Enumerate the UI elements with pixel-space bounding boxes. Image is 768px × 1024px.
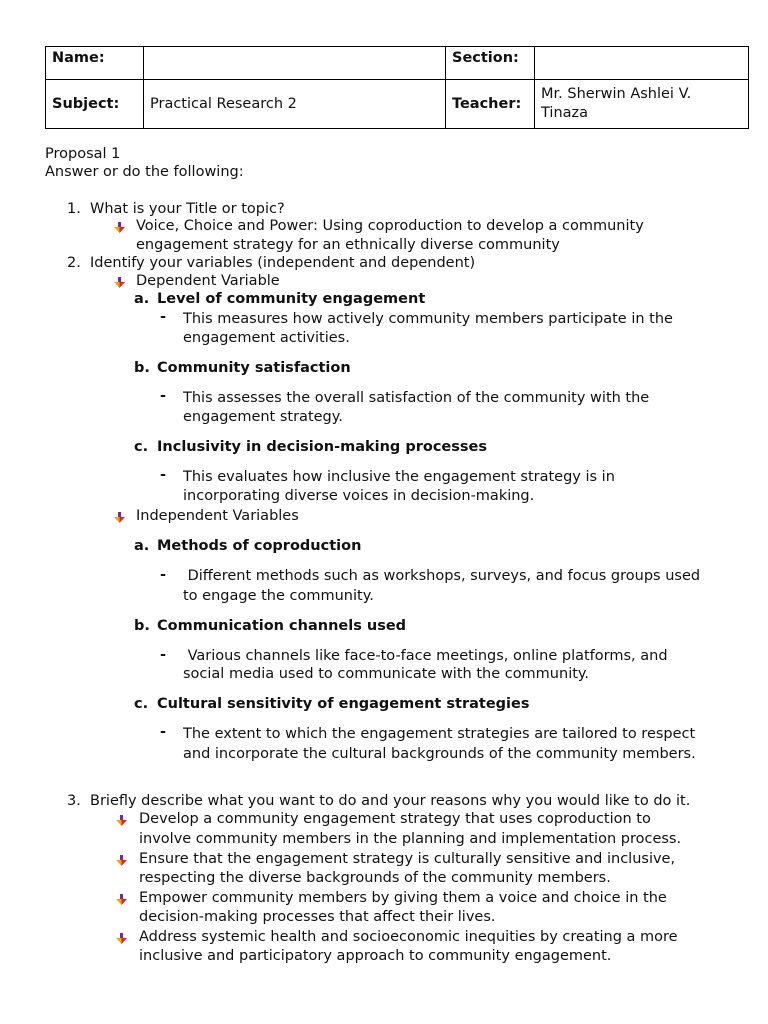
section-label: Section:: [446, 47, 535, 80]
arrow-bullet-icon: [116, 815, 127, 826]
name-label: Name:: [46, 47, 144, 80]
q3-item-2-line-1: Ensure that the engagement strategy is culturally sensitive and inclusive,: [139, 851, 676, 867]
q3-item-4-line-1: Address systemic health and socioeconomic inequities by creating a more: [139, 929, 678, 945]
dep-a-title: Level of community engagement: [157, 291, 426, 307]
q1-answer-line-1: Voice, Choice and Power: Using coproduction to develop a community: [136, 218, 644, 234]
ind-b-title: Communication channels used: [157, 618, 407, 634]
q1-answer-line-2: engagement strategy for an ethnically diverse community: [136, 237, 560, 253]
ind-b-letter: b.: [134, 618, 150, 634]
q3-number: 3.: [67, 793, 81, 809]
q3-item-3-line-2: decision-making processes that affect their lives.: [139, 909, 496, 925]
q2-number: 2.: [67, 255, 81, 271]
dep-a-letter: a.: [134, 291, 150, 307]
dash-marker: -: [160, 567, 167, 583]
dep-c-letter: c.: [134, 439, 149, 455]
teacher-line-1: Mr. Sherwin Ashlei V.: [541, 86, 692, 102]
teacher-label: Teacher:: [446, 80, 535, 129]
dep-c-title: Inclusivity in decision-making processes: [157, 439, 487, 455]
q3-item-1-line-2: involve community members in the planning and implementation process.: [139, 831, 682, 847]
ind-b-desc-1: Various channels like face-to-face meetings, online platforms, and: [183, 648, 668, 664]
dep-a-desc-2: engagement activities.: [183, 330, 350, 346]
student-info-table: [45, 46, 749, 129]
q3-item-2-line-2: respecting the diverse backgrounds of the community members.: [139, 870, 611, 886]
q1-question: What is your Title or topic?: [90, 201, 285, 217]
dep-b-letter: b.: [134, 360, 150, 376]
q3-item-3-line-1: Empower community members by giving them a voice and choice in the: [139, 890, 667, 906]
dep-b-desc-1: This assesses the overall satisfaction of the community with the: [183, 390, 650, 406]
q2-question: Identify your variables (independent and dependent): [90, 255, 476, 271]
q1-number: 1.: [67, 201, 81, 217]
dash-marker: -: [160, 467, 167, 483]
teacher-line-2: Tinaza: [541, 105, 589, 121]
arrow-bullet-icon: [114, 512, 125, 523]
ind-c-letter: c.: [134, 696, 149, 712]
proposal-title: Proposal 1: [45, 146, 121, 162]
dash-marker: -: [160, 647, 167, 663]
ind-c-desc-2: and incorporate the cultural backgrounds of the community members.: [183, 746, 696, 762]
dep-c-desc-2: incorporating diverse voices in decision-making.: [183, 488, 535, 504]
arrow-bullet-icon: [116, 894, 127, 905]
arrow-bullet-icon: [116, 855, 127, 866]
q3-item-4-line-2: inclusive and participatory approach to community engagement.: [139, 948, 612, 964]
q3-question: Briefly describe what you want to do and your reasons why you would like to do it.: [90, 793, 691, 809]
dash-marker: -: [160, 724, 167, 740]
section-value: [535, 47, 749, 80]
arrow-bullet-icon: [114, 277, 125, 288]
independent-heading: Independent Variables: [136, 508, 299, 524]
teacher-value: [535, 80, 749, 129]
dash-marker: -: [160, 309, 167, 325]
dep-b-title: Community satisfaction: [157, 360, 351, 376]
ind-a-desc-2: to engage the community.: [183, 588, 374, 604]
dep-a-desc-1: This measures how actively community members participate in the: [183, 311, 673, 327]
name-value: [144, 47, 446, 80]
ind-a-title: Methods of coproduction: [157, 538, 362, 554]
instructions: Answer or do the following:: [45, 164, 244, 180]
subject-value: Practical Research 2: [144, 80, 446, 129]
ind-a-letter: a.: [134, 538, 150, 554]
ind-c-title: Cultural sensitivity of engagement strategies: [157, 696, 530, 712]
ind-a-desc-1: Different methods such as workshops, surveys, and focus groups used: [183, 568, 701, 584]
ind-c-desc-1: The extent to which the engagement strategies are tailored to respect: [183, 726, 696, 742]
q3-item-1-line-1: Develop a community engagement strategy that uses coproduction to: [139, 811, 651, 827]
dependent-heading: Dependent Variable: [136, 273, 280, 289]
dep-c-desc-1: This evaluates how inclusive the engagement strategy is in: [183, 469, 615, 485]
arrow-bullet-icon: [116, 933, 127, 944]
dep-b-desc-2: engagement strategy.: [183, 409, 343, 425]
dash-marker: -: [160, 388, 167, 404]
ind-b-desc-2: social media used to communicate with the community.: [183, 666, 590, 682]
subject-label: Subject:: [46, 80, 144, 129]
arrow-bullet-icon: [114, 222, 125, 233]
